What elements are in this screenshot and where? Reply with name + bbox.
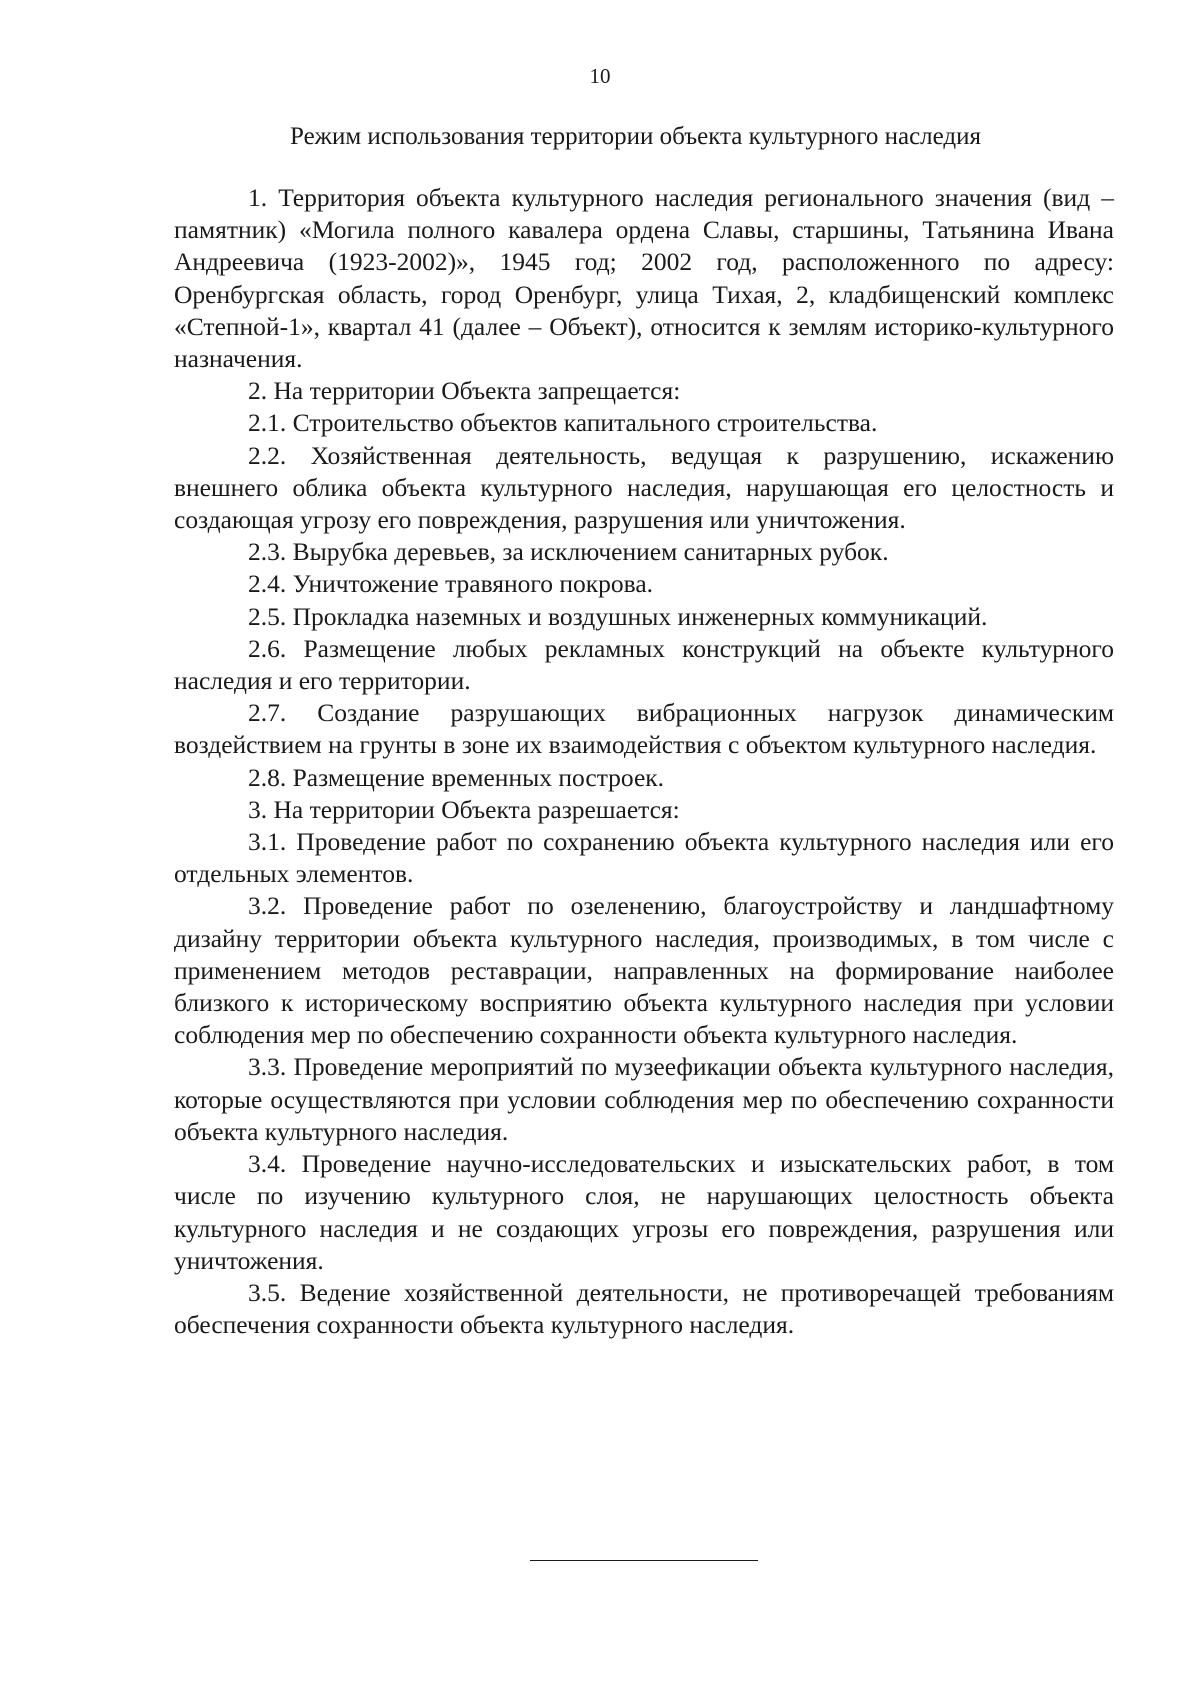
paragraph-2-1: 2.1. Строительство объектов капитального строительства. — [248, 408, 878, 438]
paragraph-2-7: 2.7. Создание разрушающих вибрационных нагрузок динамическим воздействием на грунты в зоне их взаимодействия с объектом культурного наследия. — [174, 698, 1114, 760]
page-number: 10 — [589, 64, 611, 88]
paragraph-3-1: 3.1. Проведение работ по сохранению объекта культурного наследия или его отдельных элементов. — [174, 827, 1114, 889]
paragraph-territory: 1. Территория объекта культурного наследия регионального значения (вид – памятник) «Могила полного кавалера ордена Славы, старшины, Татьянина Ивана Андреевича (1923-2002)», 1945 год; 2002 год, расположенного по адресу: Оренбургская область, город Оренбург, улица Тихая, 2, кладбищенский комплекс «Степной-1», квартал 41 (далее – Объект), относится к землям историко-культурного назначения. — [174, 183, 1114, 374]
closing-divider — [530, 1560, 758, 1561]
paragraph-2-5: 2.5. Прокладка наземных и воздушных инженерных коммуникаций. — [248, 601, 988, 631]
paragraph-3-4: 3.4. Проведение научно-исследовательских и изыскательских работ, в том числе по изучению культурного слоя, не нарушающих целостность объекта культурного наследия и не создающих угрозы его повреждения, разрушения или уничтожения. — [174, 1149, 1114, 1275]
paragraph-2-3: 2.3. Вырубка деревьев, за исключением санитарных рубок. — [248, 537, 889, 567]
document-title: Режим использования территории объекта культурного наследия — [290, 123, 982, 150]
paragraph-2-2: 2.2. Хозяйственная деятельность, ведущая к разрушению, искажению внешнего облика объекта культурного наследия, нарушающая его целостность и создающая угрозу его повреждения, разрушения или уничтожения. — [174, 440, 1114, 535]
paragraph-2-8: 2.8. Размещение временных построек. — [248, 762, 665, 792]
paragraph-3-3: 3.3. Проведение мероприятий по музеефикации объекта культурного наследия, которые осуществляются при условии соблюдения мер по обеспечению сохранности объекта культурного наследия. — [174, 1052, 1114, 1146]
paragraph-3-5: 3.5. Ведение хозяйственной деятельности, не противоречащей требованиям обеспечения сохранности объекта культурного наследия. — [174, 1277, 1114, 1340]
document-body — [174, 182, 1114, 1341]
paragraph-2-6: 2.6. Размещение любых рекламных конструкций на объекте культурного наследия и его территории. — [174, 633, 1114, 696]
paragraph-permitted-heading: 3. На территории Объекта разрешается: — [248, 794, 680, 824]
paragraph-3-2: 3.2. Проведение работ по озеленению, благоустройству и ландшафтному дизайну территории объекта культурного наследия, производимых, в том числе с применением методов реставрации, направленных на формирование наиболее близкого к историческому восприятию объекта культурного наследия при условии соблюдения мер по обеспечению сохранности объекта культурного наследия. — [174, 891, 1114, 1050]
paragraph-prohibited-heading: 2. На территории Объекта запрещается: — [248, 376, 681, 406]
paragraph-2-4: 2.4. Уничтожение травяного покрова. — [248, 569, 654, 599]
